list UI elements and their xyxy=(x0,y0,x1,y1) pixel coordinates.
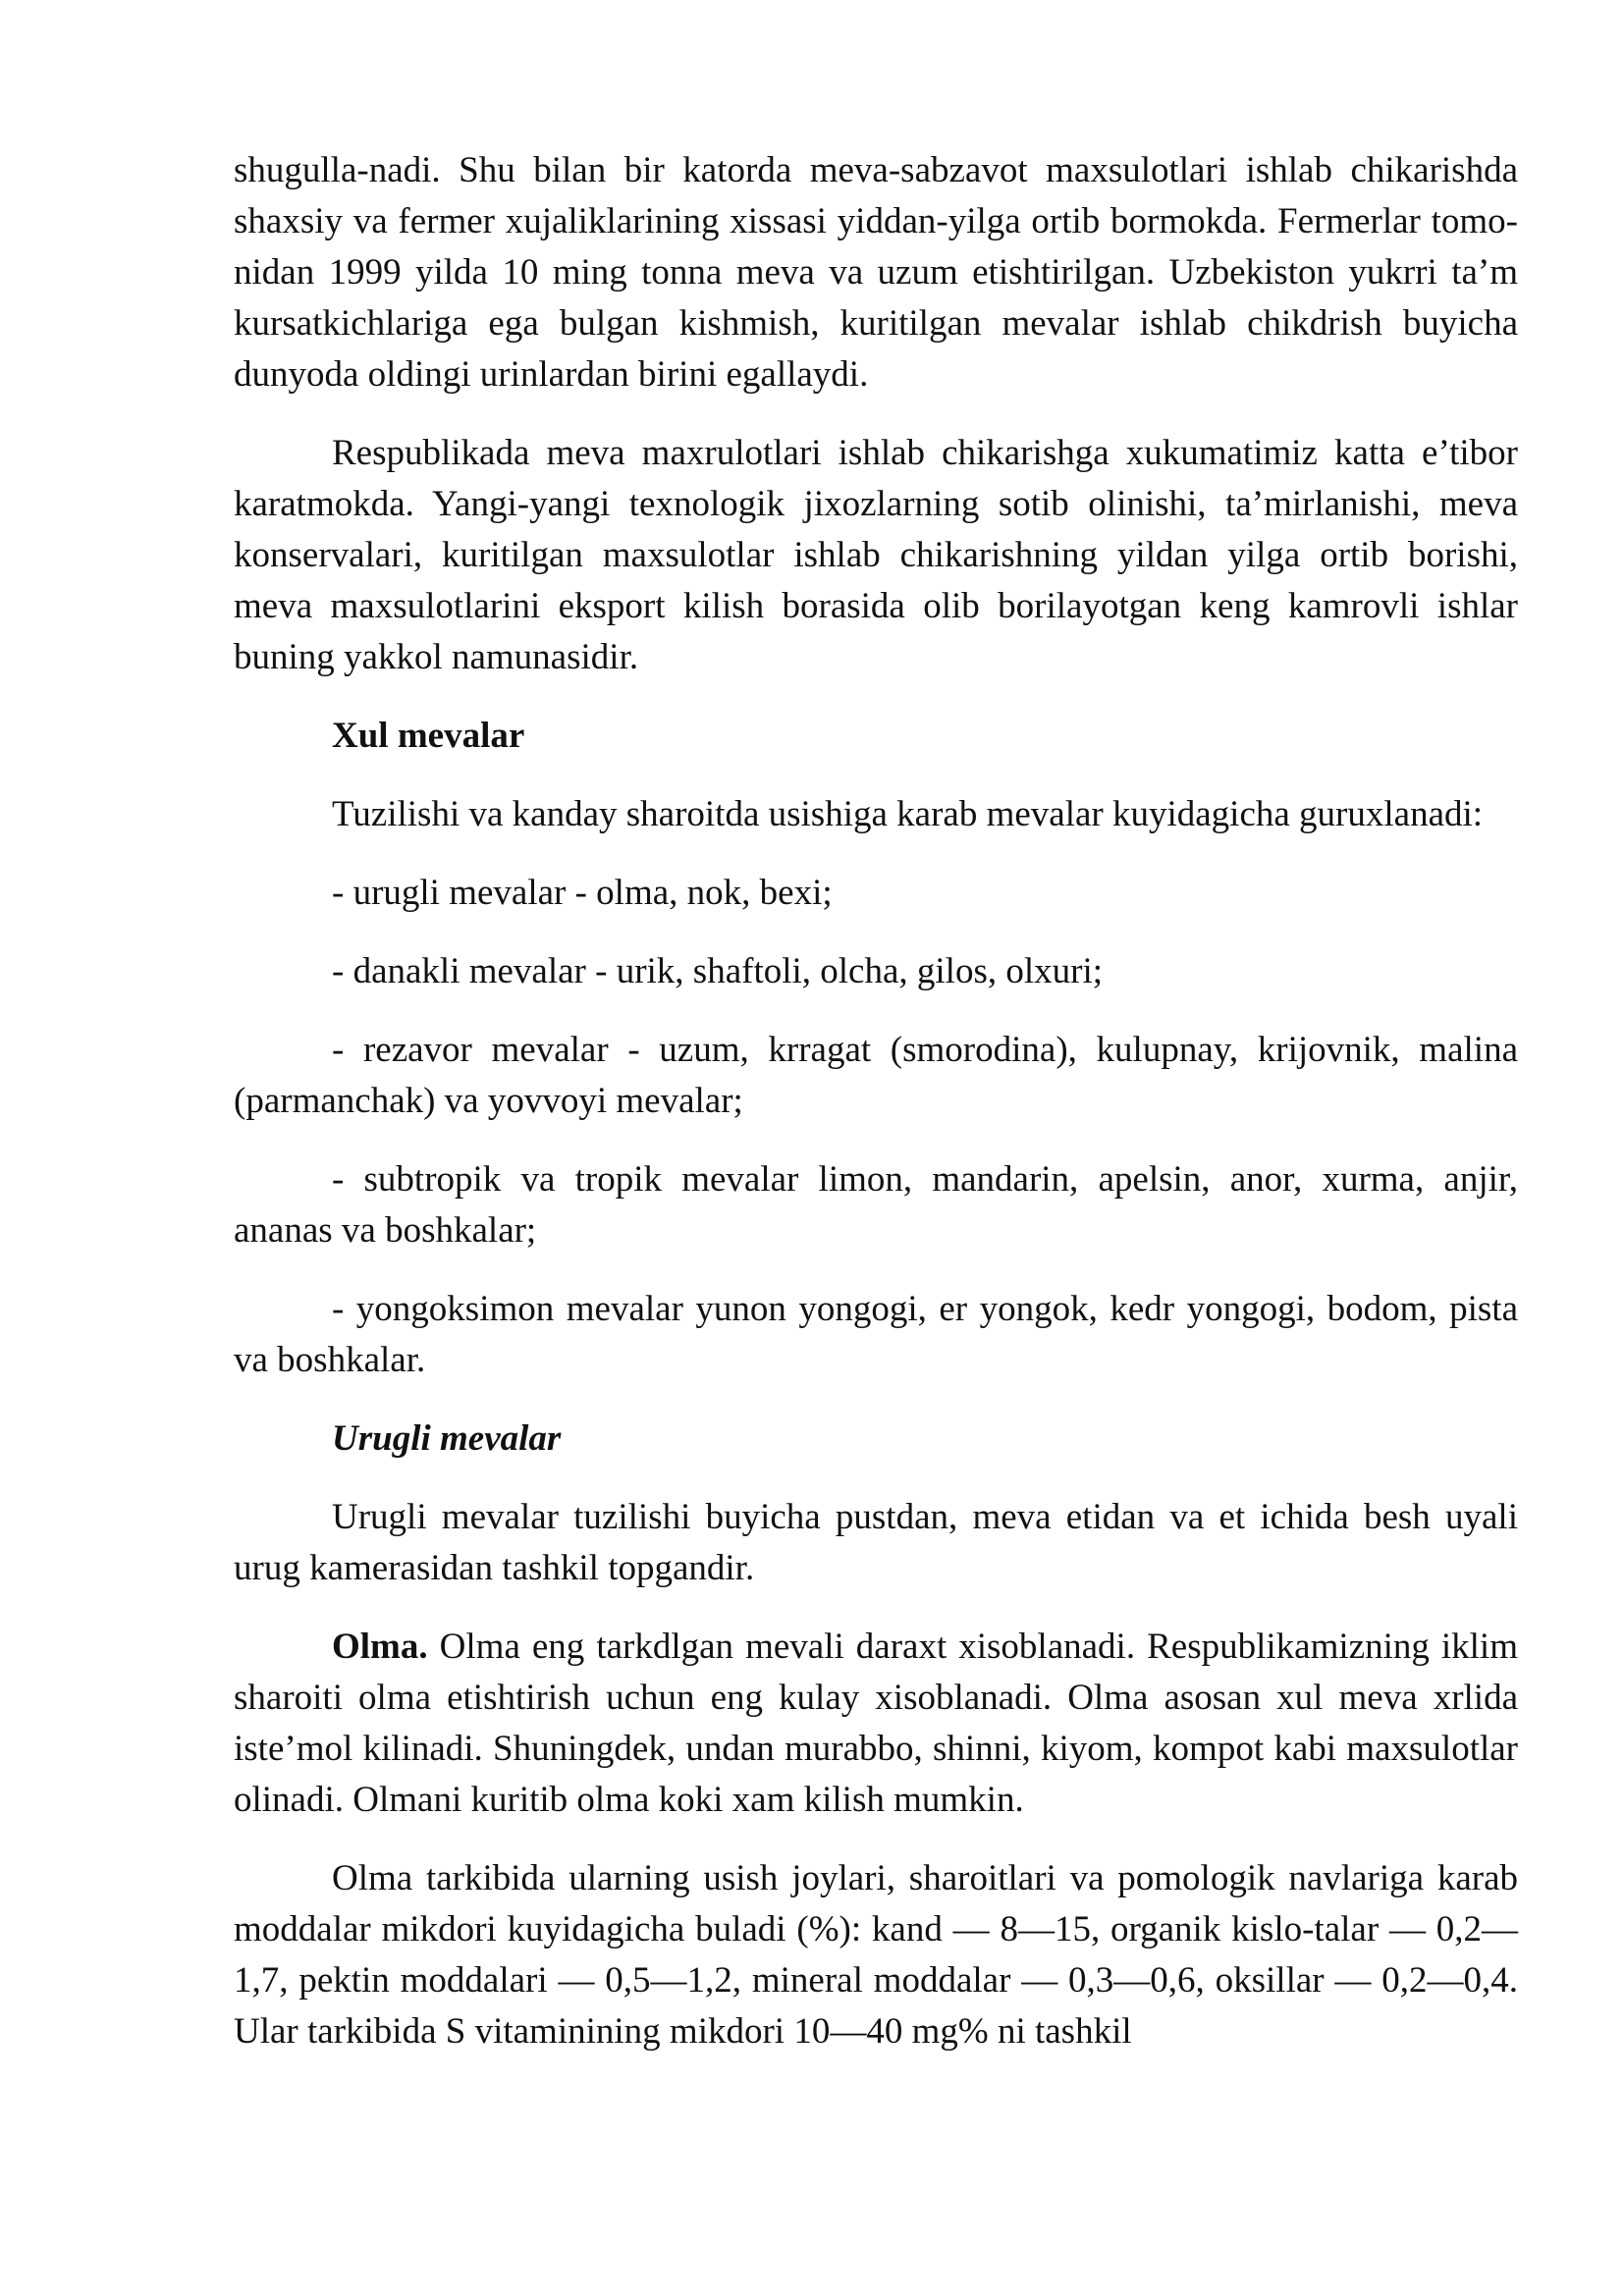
heading-seed-fruits: Urugli mevalar xyxy=(332,1418,562,1459)
paragraph-government-attention: Respublikada meva maxrulotlari ishlab chikarishga xukumatimiz katta e’tibor karatmokda. Yangi-yangi texnologik jixozlarning sotib olinishi, ta’mirlanishi, meva konservalari, kuritilgan maxsulotlar ishlab chikarishning yildan yilga ortib borishi, meva maxsulotlarini eksport kilish borasida olib borilayotgan keng kamrovli ishlar buning yakkol namunasidir. xyxy=(234,433,1518,677)
paragraph-apple-composition: Olma tarkibida ularning usish joylari, sharoitlari va pomologik navlariga karab moddalar mikdori kuyidagicha buladi (%): kand — 8—15, organik kislo-talar — 0,2—1,7, pektin moddalari — 0,5—1,2, mineral moddalar — 0,3—0,6, oksillar — 0,2—0,4. Ular tarkibida S vitaminining mikdori 10—40 mg% ni tashkil xyxy=(234,1858,1518,2052)
paragraph-seed-fruit-structure: Urugli mevalar tuzilishi buyicha pustdan, meva etidan va et ichida besh uyali urug kamerasidan tashkil topgandir. xyxy=(234,1497,1518,1588)
apple-text: Olma eng tarkdlgan mevali daraxt xisoblanadi. Respublikamizning iklim sharoiti olma etishtirish uchun eng kulay xisoblanadi. Olma asosan xul meva xrlida iste’mol kilinadi. Shuningdek, undan murabbo, shinni, kiyom, kompot kabi maxsulotlar olinadi. Olmani kuritib olma koki xam kilish mumkin. xyxy=(234,1627,1518,1820)
paragraph-production: shugulla-nadi. Shu bilan bir katorda meva-sabzavot maxsulotlari ishlab chikarishda shaxsiy va fermer xujaliklarining xissasi yiddan-yilga ortib bormokda. Fermerlar tomo-nidan 1999 yilda 10 ming tonna meva va uzum etishtirilgan. Uzbekiston yukrri ta’m kursatkichlariga ega bulgan kishmish, kuritilgan mevalar ishlab chikdrish buyicha dunyoda oldingi urinlardan birini egallaydi. xyxy=(234,150,1518,395)
list-item-tropical-fruits: - subtropik va tropik mevalar limon, mandarin, apelsin, anor, xurma, anjir, ananas va boshkalar; xyxy=(234,1159,1518,1251)
apple-lead-term: Olma. xyxy=(332,1627,428,1667)
list-item-seed-fruits: - urugli mevalar - olma, nok, bexi; xyxy=(332,873,833,913)
list-item-stone-fruits: - danakli mevalar - urik, shaftoli, olcha, gilos, olxuri; xyxy=(332,951,1104,991)
document-page xyxy=(234,145,1518,2085)
list-item-nuts: - yongoksimon mevalar yunon yongogi, er yongok, kedr yongogi, bodom, pista va boshkalar. xyxy=(234,1289,1518,1380)
list-item-berries: - rezavor mevalar - uzum, krragat (smorodina), kulupnay, krijovnik, malina (parmanchak) va yovvoyi mevalar; xyxy=(234,1030,1518,1121)
paragraph-apple xyxy=(234,1622,1518,1826)
paragraph-grouping: Tuzilishi va kanday sharoitda usishiga karab mevalar kuyidagicha guruxlanadi: xyxy=(332,794,1484,834)
heading-fresh-fruits: Xul mevalar xyxy=(332,716,525,756)
